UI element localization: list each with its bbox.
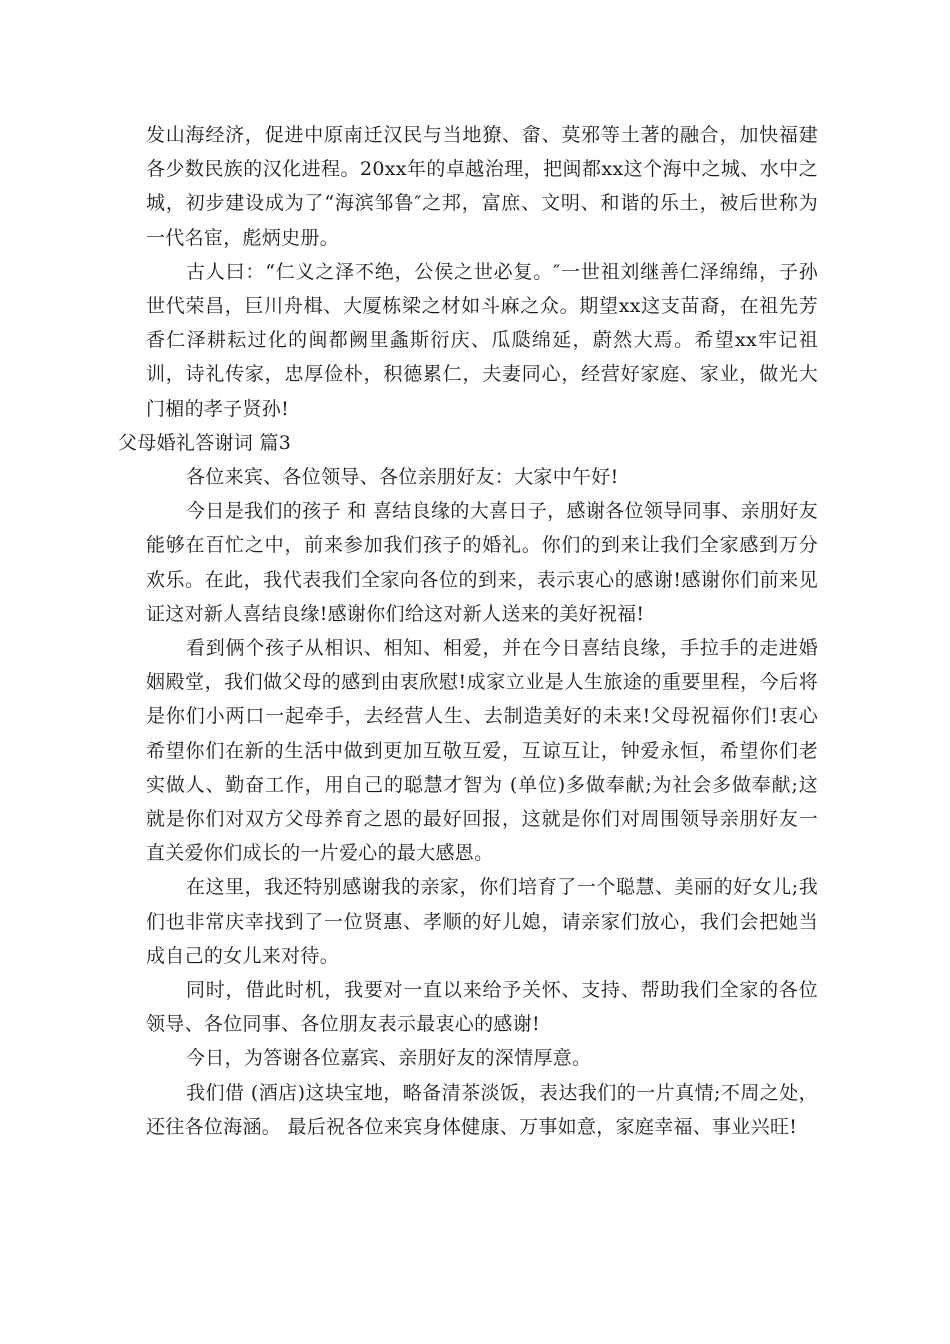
- paragraph-7: 同时，借此时机，我要对一直以来给予关怀、支持、帮助我们全家的各位领导、各位同事、各位朋友表示最衷心的感谢!: [146, 979, 818, 1036]
- section-title: 父母婚礼答谢词 篇3: [118, 431, 292, 454]
- paragraph-1: 发山海经济，促进中原南迁汉民与当地獠、畲、莫邪等土著的融合，加快福建各少数民族的汉化进程。20xx年的卓越治理，把闽都xx这个海中之城、水中之城，初步建设成为了“海滨邹鲁″之邦，富庶、文明、和谐的乐土，被后世称为一代名宦，彪炳史册。: [146, 124, 818, 249]
- paragraph-3: 各位来宾、各位领导、各位亲朋好友：大家中午好!: [186, 466, 619, 489]
- document-body: [118, 118, 818, 1144]
- paragraph-5: 看到俩个孩子从相识、相知、相爱，并在今日喜结良缘，手拉手的走进婚姻殿堂，我们做父母的感到由衷欣慰!成家立业是人生旅途的重要里程，今后将是你们小两口一起牵手，去经营人生、去制造美好的未来!父母祝福你们!衷心希望你们在新的生活中做到更加互敬互爱，互谅互让，钟爱永恒，希望你们老实做人、勤奋工作，用自己的聪慧才智为 (单位)多做奉献;为社会多做奉献;这就是你们对双方父母养育之恩的最好回报，这就是你们对周围领导亲朋好友一直关爱你们成长的一片爱心的最大感恩。: [146, 637, 818, 865]
- paragraph-6: 在这里，我还特别感谢我的亲家，你们培育了一个聪慧、美丽的好女儿;我们也非常庆幸找到了一位贤惠、孝顺的好儿媳，请亲家们放心，我们会把她当成自己的女儿来对待。: [146, 876, 818, 967]
- paragraph-9: 我们借 (酒店)这块宝地，略备清茶淡饭，表达我们的一片真情;不周之处，还往各位海涵。 最后祝各位来宾身体健康、万事如意，家庭幸福、事业兴旺!: [146, 1081, 818, 1138]
- paragraph-4: 今日是我们的孩子 和 喜结良缘的大喜日子，感谢各位领导同事、亲朋好友能够在百忙之中，前来参加我们孩子的婚礼。你们的到来让我们全家感到万分欢乐。在此，我代表我们全家向各位的到来，表示衷心的感谢!感谢你们前来见证这对新人喜结良缘!感谢你们给这对新人送来的美好祝福!: [146, 500, 818, 625]
- paragraph-8: 今日，为答谢各位嘉宾、亲朋好友的深情厚意。: [186, 1047, 592, 1070]
- paragraph-2: 古人曰：“仁义之泽不绝，公侯之世必复。″一世祖刘继善仁泽绵绵，子孙世代荣昌，巨川舟楫、大厦栋梁之材如斗麻之众。期望xx这支苗裔，在祖先芳香仁泽耕耘过化的闽都阙里螽斯衍庆、瓜瓞绵延，蔚然大焉。希望xx牢记祖训，诗礼传家，忠厚俭朴，积德累仁，夫妻同心，经营好家庭、家业，做光大门楣的孝子贤孙!: [146, 260, 818, 420]
